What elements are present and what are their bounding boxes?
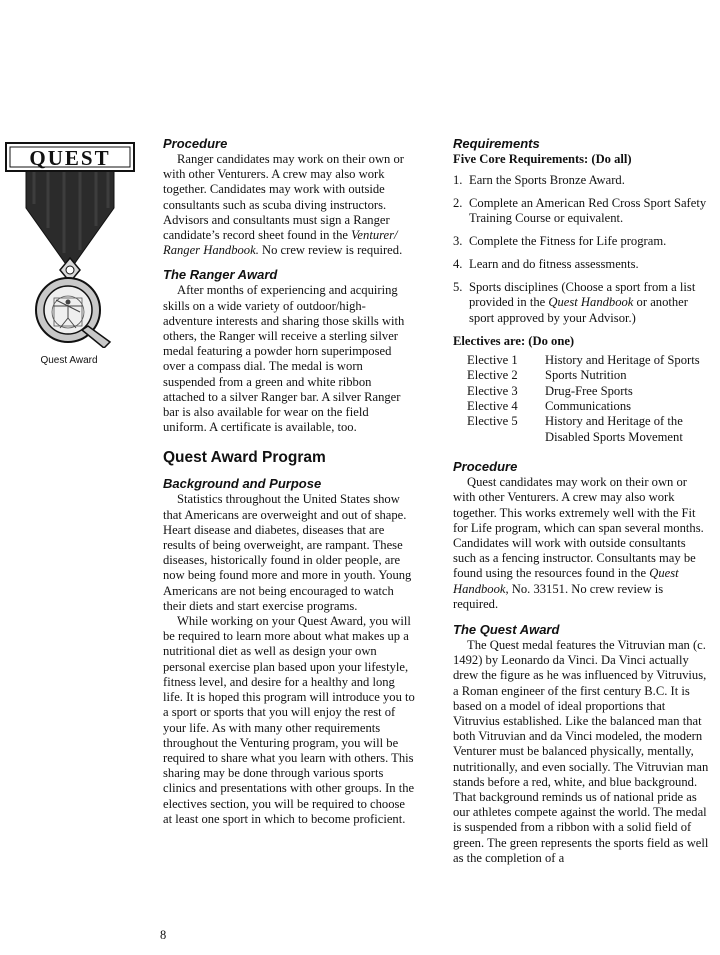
procedure-heading: Procedure bbox=[163, 136, 228, 151]
quest-award-text: The Quest medal features the Vitruvian man (c. 1492) by Leonardo da Vinci. Da Vinci actually drew the figure as he was influenced by Vitruvius, a Roman engineer of the first century B.C. It is based on a model of ideal proportions that Vitruvius established. Like the balanced man that both Vitruvian and da Vinci modeled, the modern Venturer must be balanced physically, mentally, nutritionally, and even socially. The Vitruvian man stands before a red, white, and blue background. That background reminds us of national pride as our athletes compete against the world. The medal is suspended from a ribbon with a solid field of green. The green represents the sports field as well as the completion of a bbox=[453, 638, 709, 865]
table-row: Elective 1 History and Heritage of Sports bbox=[467, 352, 700, 367]
requirements-heading: Requirements bbox=[453, 136, 540, 151]
page-number: 8 bbox=[160, 928, 167, 942]
background-paragraph-2: While working on your Quest Award, you will be required to learn more about what makes up a nutritional diet as well as design your own personal exercise plan based upon your lifestyle, fitness level, and desire for a healthy and long life. It is hoped this program will introduce you to a sport or sports that you will enjoy the rest of your life. As with many other requirements throughout the Venturing program, you will be required to share what you learn with others. This sharing may be done through various sports clinics and presentations with other groups. In the electives section, you will be required to choose at least one sport in which to become proficient. bbox=[163, 614, 415, 826]
list-item: 4. Learn and do fitness assessments. bbox=[453, 257, 639, 272]
medal-caption: Quest Award bbox=[40, 355, 98, 366]
list-item: 3. Complete the Fitness for Life program. bbox=[453, 234, 667, 249]
list-item: 2. Complete an American Red Cross Sport Safety Training Course or equivalent. bbox=[453, 195, 707, 226]
quest-procedure-text: Quest candidates may work on their own or with other Venturers. A crew may also work together. This works extremely well with the Fit for Life program, which can span several months. Candidates will work with outside consultants such as a fencing instructor. Consultants may be found using the resources found in the Quest Handbook, No. 33151. No crew review is required. bbox=[453, 475, 704, 611]
electives-table bbox=[467, 353, 711, 445]
table-row: Elective 3 Drug-Free Sports bbox=[467, 383, 633, 398]
ranger-award-heading: The Ranger Award bbox=[163, 267, 278, 283]
quest-medal-image bbox=[4, 138, 136, 348]
electives-heading: Electives are: (Do one) bbox=[453, 333, 575, 348]
core-requirements-heading: Five Core Requirements: (Do all) bbox=[453, 152, 632, 166]
background-heading: Background and Purpose bbox=[163, 476, 322, 492]
right-column bbox=[453, 136, 711, 866]
left-column bbox=[163, 136, 415, 827]
medal-ribbon bbox=[26, 168, 114, 270]
quest-procedure-heading: Procedure bbox=[453, 459, 518, 475]
requirements-list bbox=[453, 173, 711, 326]
table-row: Elective 4 Communications bbox=[467, 398, 632, 413]
table-row: Elective 2 Sports Nutrition bbox=[467, 368, 627, 383]
background-paragraph-1: Statistics throughout the United States show that Americans are overweight and out of shape. Heart disease and diabetes, diseases that are results of being overweight, are rampant. These diseases, historically found in older people, are now being found more and more in youth. Young Americans are not being encouraged to watch their diets and start exercise programs. bbox=[163, 492, 412, 613]
svg-text:QUEST: QUEST bbox=[29, 146, 111, 170]
quest-program-heading: Quest Award Program bbox=[163, 449, 326, 467]
ranger-award-text: After months of experiencing and acquiring skills on a wide variety of outdoor/high-adventure interests and sharing those skills with others, the Ranger will receive a sterling silver medal featuring a powder horn superimposed over a compass dial. The medal is worn suspended from a green and white ribbon attached to a silver Ranger bar. A silver Ranger bar is also available for wear on the field uniform. A certificate is available, too. bbox=[163, 283, 405, 435]
table-row: Elective 5 History and Heritage of the Disabled Sports Movement bbox=[467, 414, 683, 444]
list-item: 1. Earn the Sports Bronze Award. bbox=[453, 173, 625, 187]
quest-award-heading: The Quest Award bbox=[453, 622, 560, 638]
ranger-procedure-text: Ranger candidates may work on their own or with other Venturers. A crew may also work together. Candidates may work with outside consultants such as scuba diving instructors. Advisors and consultants must sign a Ranger candidate’s record sheet found in the Venturer/ Ranger Handbook. No crew review is required. bbox=[163, 152, 404, 258]
list-item: 5. Sports disciplines (Choose a sport from a list provided in the Quest Handbook or another sport approved by your Advisor.) bbox=[453, 280, 696, 325]
